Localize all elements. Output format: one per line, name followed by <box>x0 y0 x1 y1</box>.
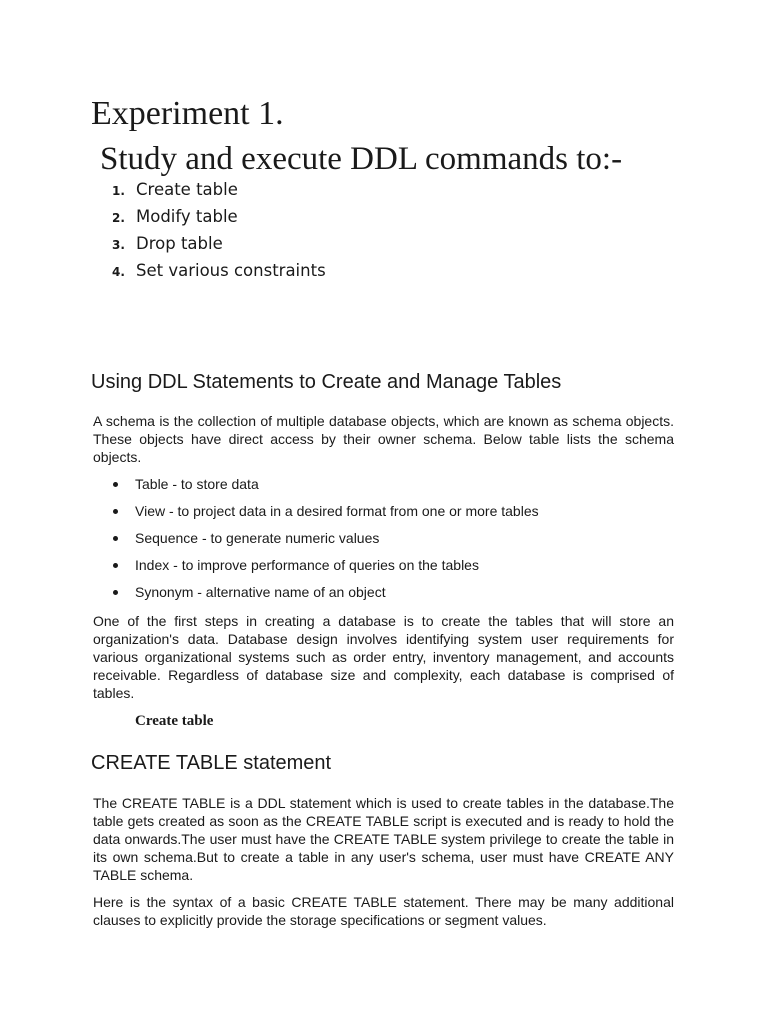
list-item-text: Synonym - alternative name of an object <box>135 584 386 600</box>
create-table-description-paragraph: The CREATE TABLE is a DDL statement which is used to create tables in the database.The table gets created as soon as the CREATE TABLE script is executed and is ready to hold the data onwards.The user must have the CREATE TABLE system privilege to create the table in its own schema.But to create a table in any user's schema, user must have CREATE ANY TABLE schema. <box>93 795 674 883</box>
task-number: 2. <box>112 211 125 225</box>
experiment-subtitle: Study and execute DDL commands to:- <box>100 141 623 177</box>
task-text: Set various constraints <box>136 261 326 280</box>
section-heading-create-table-statement: CREATE TABLE statement <box>91 752 332 774</box>
task-number: 3. <box>112 238 125 252</box>
bullet-icon <box>113 563 118 568</box>
list-item-text: Sequence - to generate numeric values <box>135 530 380 546</box>
list-item-text: View - to project data in a desired format from one or more tables <box>135 503 539 519</box>
experiment-title: Experiment 1. <box>91 95 284 132</box>
syntax-intro-paragraph: Here is the syntax of a basic CREATE TABLE statement. There may be many additional clauses to explicitly provide the storage specifications or segment values. <box>93 894 674 928</box>
task-number: 4. <box>112 265 125 279</box>
bullet-icon <box>113 482 118 487</box>
schema-intro-paragraph: A schema is the collection of multiple database objects, which are known as schema objects. These objects have direct access by their owner schema. Below table lists the schema objects. <box>93 413 674 465</box>
bullet-icon <box>113 536 118 541</box>
task-text: Modify table <box>136 207 238 226</box>
task-text: Create table <box>136 180 238 199</box>
list-item-text: Table - to store data <box>135 476 259 492</box>
bullet-icon <box>113 509 118 514</box>
list-item-text: Index - to improve performance of queries on the tables <box>135 557 479 573</box>
database-design-paragraph: One of the first steps in creating a database is to create the tables that will store an organization's data. Database design involves identifying system user requirements for various organizational systems such as order entry, inventory management, and accounts receivable. Regardless of database size and complexity, each database is comprised of tables. <box>93 613 674 701</box>
section-heading-ddl-statements: Using DDL Statements to Create and Manage Tables <box>91 371 562 393</box>
task-number: 1. <box>112 184 125 198</box>
create-table-subheading: Create table <box>135 713 214 729</box>
bullet-icon <box>113 590 118 595</box>
task-text: Drop table <box>136 234 223 253</box>
